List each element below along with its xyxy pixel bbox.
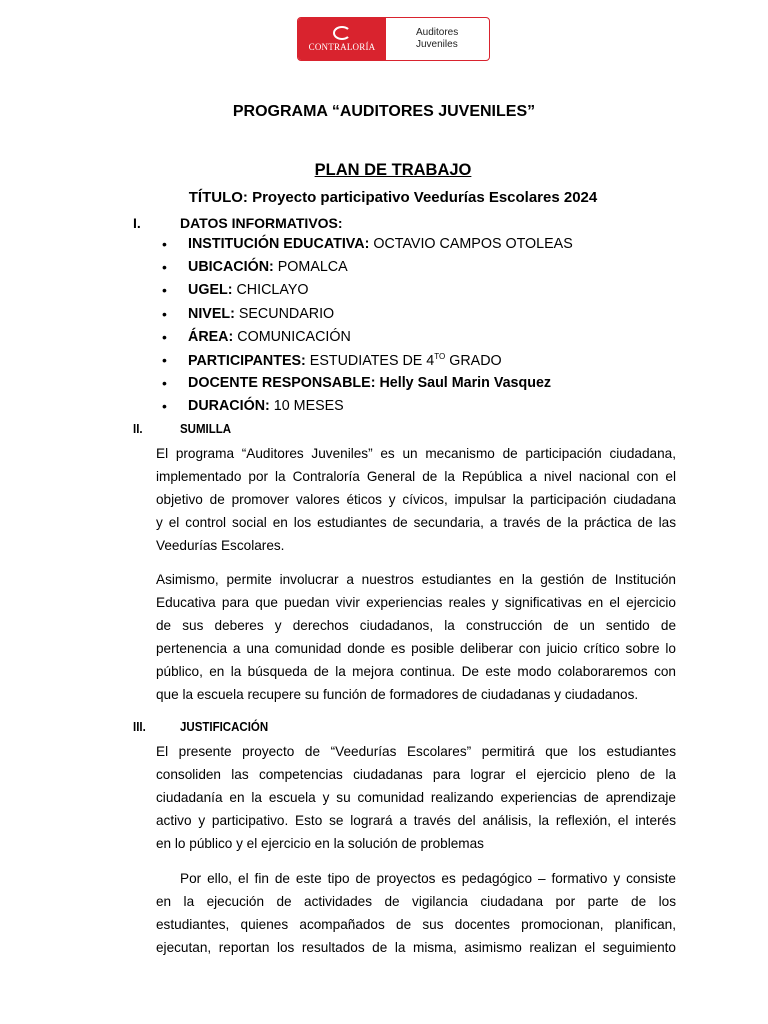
justification-paragraph-2 xyxy=(156,867,676,959)
bullet-icon: • xyxy=(162,305,167,322)
info-item-label: UGEL: xyxy=(188,282,233,299)
info-item-value-suffix: GRADO xyxy=(445,352,502,369)
paragraph-line: ciudadanía en la escuela y su comunidad realizando experiencias de aprendizaje xyxy=(156,790,676,806)
paragraph-line: público, en la búsqueda de la mejora continua. De este modo colaboraremos con xyxy=(156,664,676,680)
bullet-icon: • xyxy=(162,352,167,368)
info-item-value: ESTUDIATES DE 4 xyxy=(305,352,435,369)
info-item-superscript: TO xyxy=(434,352,446,361)
bullet-icon: • xyxy=(162,328,167,345)
program-title: PROGRAMA “AUDITORES JUVENILES” xyxy=(232,103,536,120)
info-item-label: INSTITUCIÓN EDUCATIVA: xyxy=(188,236,370,252)
info-item-label: DOCENTE RESPONSABLE: xyxy=(188,375,376,392)
info-item xyxy=(188,398,344,414)
paragraph-line: en la ejecución de actividades de vigilancia ciudadana por parte de los xyxy=(156,894,676,910)
paragraph-line: El presente proyecto de “Veedurías Escolares” permitirá que los estudiantes xyxy=(156,744,676,759)
info-item-value: COMUNICACIÓN xyxy=(233,328,351,345)
info-item xyxy=(188,236,573,252)
contraloria-emblem-icon xyxy=(333,26,351,40)
section2-title: SUMILLA xyxy=(180,423,232,437)
paragraph-line: pertenencia a una comunidad donde es posible deliberar con juicio crítico sobre lo xyxy=(156,641,676,657)
paragraph-line: en lo público y el ejercicio en la solución de problemas xyxy=(156,836,484,852)
plan-title: PLAN DE TRABAJO xyxy=(314,161,472,179)
info-item xyxy=(188,259,348,275)
paragraph-line: que la escuela recupere su función de formadores de ciudadanas y ciudadanos. xyxy=(156,687,639,703)
info-item xyxy=(188,306,334,322)
info-item-value: 10 MESES xyxy=(269,398,344,415)
justification-paragraph-1 xyxy=(156,740,676,855)
sumilla-paragraph-2 xyxy=(156,568,676,707)
info-item-label: NIVEL: xyxy=(188,305,235,322)
bullet-icon: • xyxy=(162,398,167,415)
info-item-label: PARTICIPANTES: xyxy=(188,352,306,369)
project-title: TÍTULO: Proyecto participativo Veedurías Escolares 2024 xyxy=(188,189,598,206)
info-item-label: DURACIÓN: xyxy=(188,398,270,415)
contraloria-logo xyxy=(297,17,490,61)
info-item-value: CHICLAYO xyxy=(232,282,309,299)
section3-numeral: III. xyxy=(133,721,146,735)
info-item-value: POMALCA xyxy=(273,259,348,276)
paragraph-line: Educativa para que puedan vivir experiencias reales y significativas en el ejercicio xyxy=(156,595,676,611)
paragraph-line: Por ello, el fin de este tipo de proyectos es pedagógico – formativo y consiste xyxy=(180,871,676,886)
paragraph-line: Veedurías Escolares. xyxy=(156,538,285,554)
bullet-icon: • xyxy=(162,375,167,392)
bullet-icon: • xyxy=(162,259,167,276)
logo-brand-text: CONTRALORÍA xyxy=(308,42,376,52)
info-item-label: ÁREA: xyxy=(188,328,234,345)
paragraph-line: ejecutan, reportan los resultados de la misma, asimismo realizan el seguimiento xyxy=(156,940,676,956)
paragraph-line: de sus deberes y derechos ciudadanos, la construcción de un sentido de xyxy=(156,618,676,634)
paragraph-line: consoliden las competencias ciudadanas para lograr el ejercicio pleno de la xyxy=(156,767,676,783)
info-item xyxy=(188,329,351,345)
sumilla-paragraph-1 xyxy=(156,442,676,557)
paragraph-line: y el control social en los estudiantes de secundaria, a través de la práctica de las xyxy=(156,515,676,531)
logo-program-name xyxy=(386,18,489,60)
info-item-label: UBICACIÓN: xyxy=(188,259,274,276)
info-item-value: SECUNDARIO xyxy=(234,305,335,322)
section1-numeral: I. xyxy=(133,215,141,231)
paragraph-line: implementado por la Contraloría General de la República a nivel nacional con el xyxy=(156,469,676,485)
info-item xyxy=(188,375,551,391)
info-item-value: OCTAVIO CAMPOS OTOLEAS xyxy=(369,236,573,252)
paragraph-line: estudiantes, quienes acompañados de sus docentes promocionan, planifican, xyxy=(156,917,676,933)
paragraph-line: El programa “Auditores Juveniles” es un mecanismo de participación ciudadana, xyxy=(156,446,676,461)
paragraph-line: Asimismo, permite involucrar a nuestros estudiantes en la gestión de Institución xyxy=(156,572,676,587)
logo-line1: Auditores xyxy=(416,27,459,38)
logo-line2: Juveniles xyxy=(416,39,458,50)
logo-brand-block xyxy=(298,18,386,60)
section2-numeral: II. xyxy=(133,423,143,437)
info-item xyxy=(188,282,309,298)
info-item-value: Helly Saul Marin Vasquez xyxy=(375,375,552,392)
info-item xyxy=(188,352,502,369)
paragraph-line: objetivo de promover valores éticos y cívicos, impulsar la participación ciudadana xyxy=(156,492,676,508)
bullet-icon: • xyxy=(162,282,167,299)
section1-title: DATOS INFORMATIVOS: xyxy=(180,215,343,231)
bullet-icon: • xyxy=(162,236,167,252)
paragraph-line: activo y participativo. Esto se logrará a través del análisis, la reflexión, el interés xyxy=(156,813,676,829)
section3-title: JUSTIFICACIÓN xyxy=(180,721,269,735)
